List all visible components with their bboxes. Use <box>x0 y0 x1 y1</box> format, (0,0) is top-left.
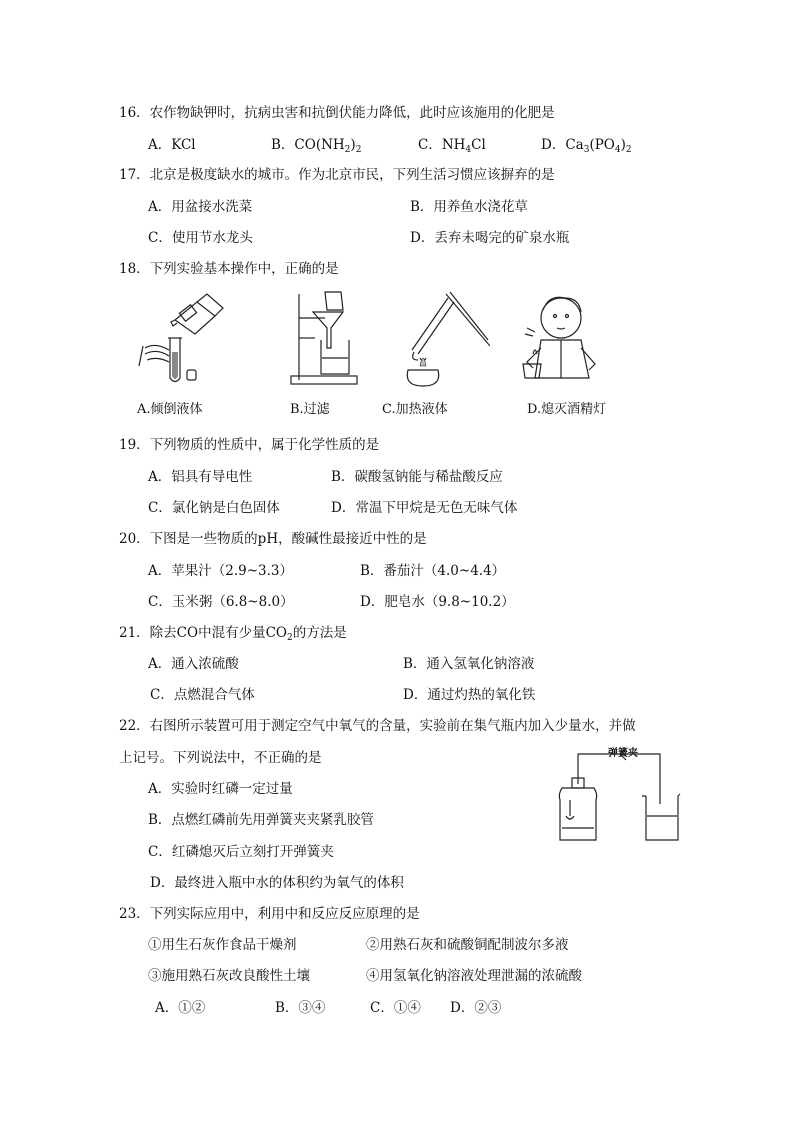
q23-option-c: C．①④ <box>370 1000 421 1016</box>
q19-option-c: C．氯化钠是白色固体 <box>148 500 280 516</box>
q20-option-a: A．苹果汁（2.9~3.3） <box>148 563 293 579</box>
q18-option-c: C.加热液体 <box>382 402 448 417</box>
q23-option-a: A．①② <box>155 1000 206 1016</box>
q16-option-d: D．$Ca_3(PO_4)_2$ <box>541 137 632 155</box>
q22-option-a: A．实验时红磷一定过量 <box>148 781 293 797</box>
q19-option-d: D．常温下甲烷是无色无味气体 <box>331 500 518 516</box>
q21-stem: 21．除去CO中混有少量$CO_2$的方法是 <box>119 625 347 643</box>
heating-liquid-figure <box>398 290 490 390</box>
q16-option-c: C．$NH_4Cl$ <box>418 137 486 155</box>
spring-clip-label: 弹簧夹 <box>608 748 638 759</box>
q22-stem-line1: 22．右图所示装置可用于测定空气中氧气的含量，实验前在集气瓶内加入少量水，并做 <box>119 718 636 734</box>
q18-stem: 18．下列实验基本操作中，正确的是 <box>119 261 339 277</box>
q17-option-a: A．用盆接水洗菜 <box>148 199 253 215</box>
q23-option-b: B．③④ <box>275 1000 326 1016</box>
q17-stem: 17．北京是极度缺水的城市。作为北京市民，下列生活习惯应该摒弃的是 <box>119 167 555 183</box>
q17-option-b: B．用养鱼水浇花草 <box>410 199 528 215</box>
q19-option-a: A．铝具有导电性 <box>148 469 253 485</box>
q20-stem: 20．下图是一些物质的pH，酸碱性最接近中性的是 <box>119 531 427 547</box>
q18-option-b: B.过滤 <box>290 402 330 417</box>
q18-option-a: A.倾倒液体 <box>137 402 203 417</box>
oxygen-apparatus-figure <box>548 744 693 844</box>
q16-option-a: A．KCl <box>148 137 196 153</box>
pour-liquid-figure <box>135 290 230 390</box>
q23-statement-2: ②用熟石灰和硫酸铜配制波尔多液 <box>366 937 569 953</box>
q23-statement-3: ③施用熟石灰改良酸性土壤 <box>148 968 310 984</box>
q23-statement-4: ④用氢氧化钠溶液处理泄漏的浓硫酸 <box>366 968 582 984</box>
blow-out-lamp-figure <box>515 288 605 390</box>
q22-stem-line2: 上记号。下列说法中，不正确的是 <box>119 750 322 766</box>
q21-option-d: D．通过灼热的氧化铁 <box>403 687 536 703</box>
q21-option-a: A．通入浓硫酸 <box>148 656 239 672</box>
q23-stem: 23．下列实际应用中，利用中和反应反应原理的是 <box>119 906 420 922</box>
q23-statement-1: ①用生石灰作食品干燥剂 <box>148 937 297 953</box>
q22-option-d: D．最终进入瓶中水的体积约为氧气的体积 <box>150 875 404 891</box>
q21-option-c: C．点燃混合气体 <box>150 687 255 703</box>
q22-option-c: C．红磷熄灭后立刻打开弹簧夹 <box>148 844 334 860</box>
q19-option-b: B．碳酸氢钠能与稀盐酸反应 <box>331 469 503 485</box>
q20-option-b: B．番茄汁（4.0~4.4） <box>360 563 506 579</box>
q21-option-b: B．通入氢氧化钠溶液 <box>403 656 535 672</box>
filtration-figure <box>285 288 365 388</box>
q18-option-d: D.熄灭酒精灯 <box>527 402 607 417</box>
q20-option-c: C．玉米粥（6.8~8.0） <box>148 594 294 610</box>
q17-option-d: D．丢弃未喝完的矿泉水瓶 <box>410 230 570 246</box>
q19-stem: 19．下列物质的性质中，属于化学性质的是 <box>119 437 380 453</box>
q16-option-b: B．$CO(NH_2)_2$ <box>271 137 362 155</box>
q22-option-b: B．点燃红磷前先用弹簧夹夹紧乳胶管 <box>148 812 374 828</box>
q20-option-d: D．肥皂水（9.8~10.2） <box>360 594 515 610</box>
q17-option-c: C．使用节水龙头 <box>148 230 253 246</box>
q16-stem: 16．农作物缺钾时，抗病虫害和抗倒伏能力降低，此时应该施用的化肥是 <box>119 105 555 121</box>
q23-option-d: D．②③ <box>450 1000 502 1016</box>
